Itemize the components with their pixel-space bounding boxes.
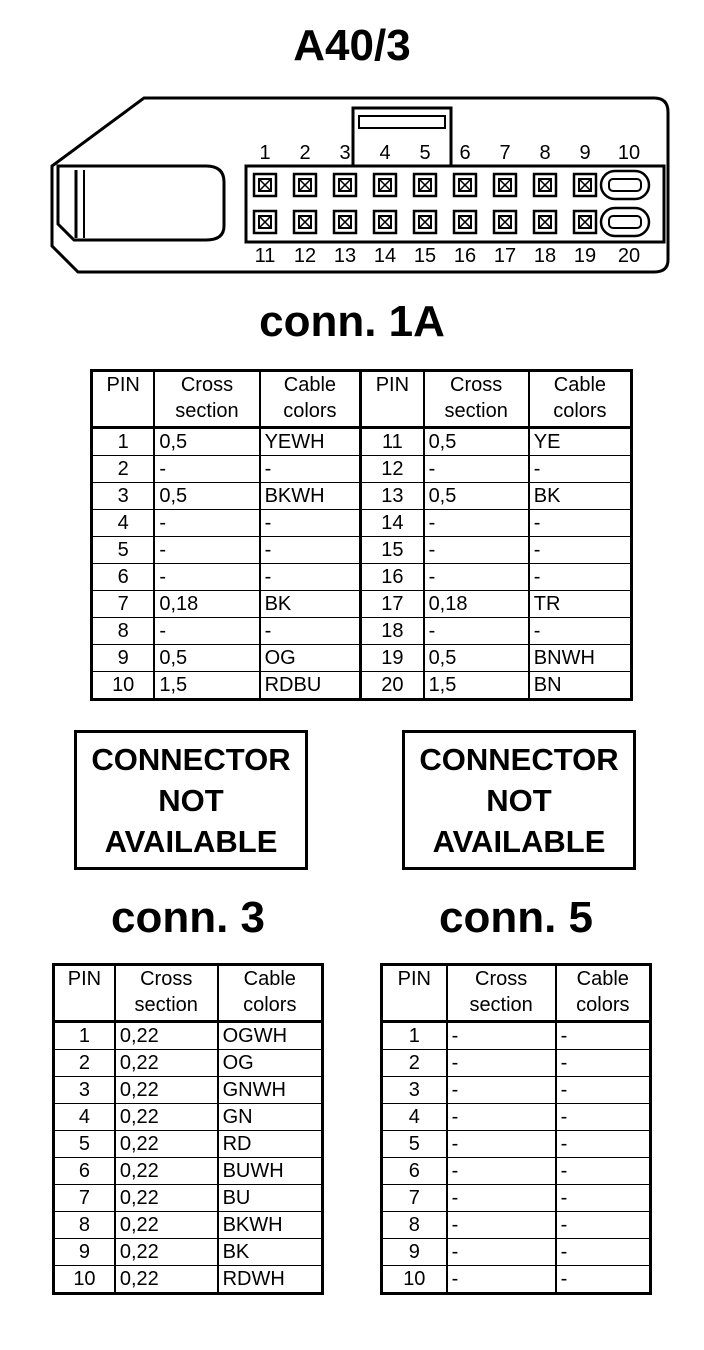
pin-number: 10 xyxy=(92,672,155,700)
cross-section-value: - xyxy=(154,564,259,591)
pin-terminal xyxy=(494,211,516,233)
pin-label: 17 xyxy=(493,245,517,267)
pin-terminal xyxy=(534,211,556,233)
pin-number: 4 xyxy=(54,1104,115,1131)
cable-color-value: OGWH xyxy=(218,1022,323,1050)
connector-not-available-box xyxy=(402,730,636,870)
connector-not-available-box xyxy=(74,730,308,870)
table-row xyxy=(382,1266,651,1294)
pin-number: 14 xyxy=(361,510,424,537)
na-line-1: CONNECTOR xyxy=(91,741,291,777)
pin-label: 18 xyxy=(533,245,557,267)
table-row xyxy=(92,510,632,537)
table-header-row xyxy=(382,965,651,1022)
na-line-3: AVAILABLE xyxy=(104,823,278,859)
cross-section-header: Cross section xyxy=(424,371,529,428)
cross-section-value: 0,5 xyxy=(154,428,259,456)
pin-number: 3 xyxy=(54,1077,115,1104)
table-row xyxy=(92,564,632,591)
cross-section-value: - xyxy=(447,1104,556,1131)
cable-color-value: BKWH xyxy=(218,1212,323,1239)
pin-label: 9 xyxy=(579,142,591,164)
na-line-3: AVAILABLE xyxy=(432,823,606,859)
table-row xyxy=(382,1185,651,1212)
cable-color-value: GNWH xyxy=(218,1077,323,1104)
table-row xyxy=(54,1266,323,1294)
cross-section-value: 0,22 xyxy=(115,1131,218,1158)
cross-section-value: 0,5 xyxy=(154,645,259,672)
cross-section-header: Cross section xyxy=(115,965,218,1022)
cable-colors-header: Cable colors xyxy=(556,965,651,1022)
cross-section-value: - xyxy=(154,510,259,537)
table-row xyxy=(92,456,632,483)
cable-color-value: - xyxy=(556,1050,651,1077)
cable-colors-header: Cable colors xyxy=(260,371,361,428)
table-row xyxy=(92,672,632,700)
pin-number: 8 xyxy=(92,618,155,645)
pin-number: 15 xyxy=(361,537,424,564)
table-row xyxy=(54,1239,323,1266)
cross-section-value: 0,22 xyxy=(115,1212,218,1239)
pin-number: 11 xyxy=(361,428,424,456)
cable-color-value: - xyxy=(556,1131,651,1158)
cross-section-value: 0,22 xyxy=(115,1239,218,1266)
cable-color-value: - xyxy=(556,1077,651,1104)
connector-latch xyxy=(58,166,224,240)
pin-number: 4 xyxy=(92,510,155,537)
table-row xyxy=(54,1158,323,1185)
pin-label: 8 xyxy=(539,142,551,164)
cable-color-value: YE xyxy=(529,428,632,456)
pin-number: 1 xyxy=(92,428,155,456)
cable-color-value: YEWH xyxy=(260,428,361,456)
pin-number: 6 xyxy=(54,1158,115,1185)
pin-label: 15 xyxy=(413,245,437,267)
cable-color-value: - xyxy=(556,1158,651,1185)
cable-color-value: BUWH xyxy=(218,1158,323,1185)
pin-number: 1 xyxy=(54,1022,115,1050)
cable-color-value: BNWH xyxy=(529,645,632,672)
pin-number: 9 xyxy=(54,1239,115,1266)
pin-label: 1 xyxy=(259,142,271,164)
power-pin-terminal xyxy=(601,171,649,199)
table-row xyxy=(382,1104,651,1131)
table-row xyxy=(92,618,632,645)
pin-number: 4 xyxy=(382,1104,447,1131)
cross-section-value: - xyxy=(447,1077,556,1104)
cross-section-value: - xyxy=(154,618,259,645)
conn-5-table xyxy=(380,963,652,1295)
pin-label: 14 xyxy=(373,245,397,267)
na-line-2: NOT xyxy=(486,782,552,818)
cross-section-value: 0,5 xyxy=(424,645,529,672)
cross-section-value: 0,22 xyxy=(115,1104,218,1131)
cross-section-value: - xyxy=(447,1050,556,1077)
pin-terminal xyxy=(574,174,596,196)
table-row xyxy=(54,1022,323,1050)
cable-color-value: - xyxy=(556,1266,651,1294)
cross-section-header: Cross section xyxy=(154,371,259,428)
cable-color-value: - xyxy=(529,537,632,564)
pin-number: 13 xyxy=(361,483,424,510)
cross-section-value: 0,22 xyxy=(115,1050,218,1077)
cable-color-value: RD xyxy=(218,1131,323,1158)
pin-number: 1 xyxy=(382,1022,447,1050)
pin-number: 18 xyxy=(361,618,424,645)
cross-section-value: - xyxy=(447,1212,556,1239)
pin-label: 13 xyxy=(333,245,357,267)
cable-color-value: BU xyxy=(218,1185,323,1212)
power-pin-terminal xyxy=(601,208,649,236)
pin-terminal xyxy=(254,174,276,196)
cross-section-value: - xyxy=(424,456,529,483)
cable-color-value: BK xyxy=(260,591,361,618)
pin-number: 10 xyxy=(54,1266,115,1294)
pin-terminal xyxy=(334,211,356,233)
na-line-2: NOT xyxy=(158,782,224,818)
pin-header: PIN xyxy=(92,371,155,428)
cable-color-value: - xyxy=(260,510,361,537)
table-row xyxy=(54,1212,323,1239)
cable-color-value: - xyxy=(529,510,632,537)
table-row xyxy=(92,537,632,564)
conn-1a-title: conn. 1A xyxy=(259,297,445,346)
pin-number: 7 xyxy=(92,591,155,618)
pin-number: 12 xyxy=(361,456,424,483)
pin-label: 10 xyxy=(617,142,641,164)
pin-number: 17 xyxy=(361,591,424,618)
table-row xyxy=(382,1239,651,1266)
cable-color-value: - xyxy=(529,456,632,483)
cable-color-value: - xyxy=(260,537,361,564)
pin-number: 7 xyxy=(382,1185,447,1212)
pin-terminal xyxy=(334,174,356,196)
pin-number: 10 xyxy=(382,1266,447,1294)
cross-section-value: 1,5 xyxy=(424,672,529,700)
table-row xyxy=(92,483,632,510)
cross-section-value: 0,18 xyxy=(154,591,259,618)
cross-section-value: - xyxy=(447,1266,556,1294)
table-row xyxy=(382,1077,651,1104)
pin-label: 20 xyxy=(617,245,641,267)
pin-number: 9 xyxy=(92,645,155,672)
pin-number: 5 xyxy=(92,537,155,564)
cross-section-value: - xyxy=(447,1239,556,1266)
cable-color-value: - xyxy=(260,564,361,591)
cross-section-value: 0,22 xyxy=(115,1266,218,1294)
cross-section-value: 1,5 xyxy=(154,672,259,700)
table-row xyxy=(54,1050,323,1077)
pin-terminal xyxy=(534,174,556,196)
pin-number: 7 xyxy=(54,1185,115,1212)
pin-number: 19 xyxy=(361,645,424,672)
pin-number: 8 xyxy=(54,1212,115,1239)
pin-label: 6 xyxy=(459,142,471,164)
pin-label: 7 xyxy=(499,142,511,164)
table-row xyxy=(92,645,632,672)
conn-5-title: conn. 5 xyxy=(438,893,594,942)
cross-section-value: 0,5 xyxy=(154,483,259,510)
pin-number: 2 xyxy=(92,456,155,483)
table-row xyxy=(382,1050,651,1077)
cross-section-value: - xyxy=(424,510,529,537)
pin-terminal xyxy=(454,174,476,196)
cross-section-value: 0,5 xyxy=(424,428,529,456)
cable-color-value: BK xyxy=(529,483,632,510)
cable-color-value: - xyxy=(260,618,361,645)
pin-terminal xyxy=(374,211,396,233)
cable-color-value: GN xyxy=(218,1104,323,1131)
cable-color-value: - xyxy=(556,1185,651,1212)
table-row xyxy=(92,591,632,618)
pin-number: 3 xyxy=(92,483,155,510)
cable-color-value: - xyxy=(556,1239,651,1266)
cable-color-value: - xyxy=(556,1104,651,1131)
pin-terminal xyxy=(374,174,396,196)
table-row xyxy=(92,428,632,456)
cross-section-header: Cross section xyxy=(447,965,556,1022)
cross-section-value: 0,5 xyxy=(424,483,529,510)
cross-section-value: - xyxy=(154,456,259,483)
cross-section-value: 0,22 xyxy=(115,1077,218,1104)
pin-number: 8 xyxy=(382,1212,447,1239)
connector-diagram xyxy=(48,94,670,274)
pin-label: 16 xyxy=(453,245,477,267)
cable-color-value: RDBU xyxy=(260,672,361,700)
pin-label: 4 xyxy=(379,142,391,164)
pin-number: 9 xyxy=(382,1239,447,1266)
cable-color-value: - xyxy=(260,456,361,483)
pin-header: PIN xyxy=(54,965,115,1022)
pin-number: 3 xyxy=(382,1077,447,1104)
table-header-row xyxy=(54,965,323,1022)
cable-color-value: - xyxy=(556,1022,651,1050)
table-row xyxy=(54,1104,323,1131)
pin-label: 3 xyxy=(339,142,351,164)
cable-color-value: BK xyxy=(218,1239,323,1266)
cable-color-value: OG xyxy=(260,645,361,672)
pin-number: 5 xyxy=(54,1131,115,1158)
pin-terminal xyxy=(574,211,596,233)
table-row xyxy=(382,1158,651,1185)
pin-label: 11 xyxy=(254,245,276,267)
pin-number: 6 xyxy=(382,1158,447,1185)
pin-number: 5 xyxy=(382,1131,447,1158)
cable-colors-header: Cable colors xyxy=(218,965,323,1022)
table-row xyxy=(54,1185,323,1212)
cable-color-value: - xyxy=(556,1212,651,1239)
pin-number: 16 xyxy=(361,564,424,591)
pin-label: 2 xyxy=(299,142,311,164)
pin-number: 2 xyxy=(54,1050,115,1077)
pin-number: 2 xyxy=(382,1050,447,1077)
pin-terminal xyxy=(494,174,516,196)
table-header-row xyxy=(92,371,632,428)
pin-label: 19 xyxy=(573,245,597,267)
cross-section-value: - xyxy=(447,1158,556,1185)
page-title: A40/3 xyxy=(293,21,411,70)
cable-color-value: RDWH xyxy=(218,1266,323,1294)
pin-terminal xyxy=(254,211,276,233)
pin-terminal xyxy=(294,211,316,233)
cross-section-value: 0,22 xyxy=(115,1158,218,1185)
table-row xyxy=(382,1131,651,1158)
pin-terminal xyxy=(294,174,316,196)
pin-terminal xyxy=(414,174,436,196)
cable-color-value: TR xyxy=(529,591,632,618)
pin-number: 6 xyxy=(92,564,155,591)
pin-header: PIN xyxy=(361,371,424,428)
cross-section-value: - xyxy=(447,1185,556,1212)
cable-color-value: BN xyxy=(529,672,632,700)
cross-section-value: - xyxy=(447,1022,556,1050)
cross-section-value: - xyxy=(424,537,529,564)
table-row xyxy=(382,1022,651,1050)
pin-terminal xyxy=(414,211,436,233)
cable-colors-header: Cable colors xyxy=(529,371,632,428)
table-row xyxy=(54,1077,323,1104)
conn-3-title: conn. 3 xyxy=(110,893,266,942)
pin-label: 5 xyxy=(419,142,431,164)
pin-terminal xyxy=(454,211,476,233)
cross-section-value: 0,18 xyxy=(424,591,529,618)
conn-3-table xyxy=(52,963,324,1295)
table-row xyxy=(382,1212,651,1239)
table-row xyxy=(54,1131,323,1158)
cross-section-value: - xyxy=(424,564,529,591)
na-line-1: CONNECTOR xyxy=(419,741,619,777)
cable-color-value: OG xyxy=(218,1050,323,1077)
pin-label: 12 xyxy=(293,245,317,267)
cross-section-value: - xyxy=(154,537,259,564)
cross-section-value: - xyxy=(424,618,529,645)
pin-number: 20 xyxy=(361,672,424,700)
cross-section-value: 0,22 xyxy=(115,1185,218,1212)
cross-section-value: - xyxy=(447,1131,556,1158)
cable-color-value: - xyxy=(529,564,632,591)
conn-1a-table xyxy=(90,369,633,701)
pin-header: PIN xyxy=(382,965,447,1022)
cable-color-value: BKWH xyxy=(260,483,361,510)
cross-section-value: 0,22 xyxy=(115,1022,218,1050)
cable-color-value: - xyxy=(529,618,632,645)
